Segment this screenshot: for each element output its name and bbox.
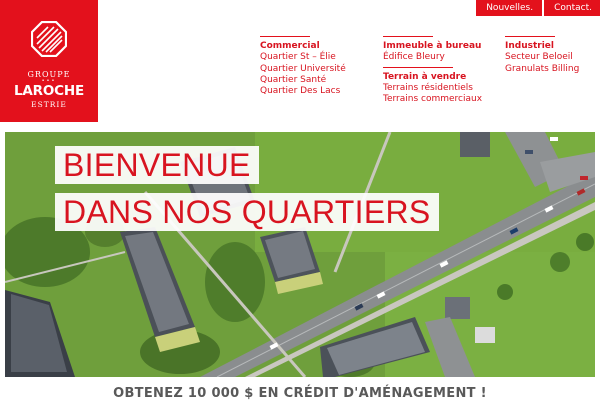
nav-nouvelles-link[interactable]: Nouvelles. <box>476 0 542 16</box>
top-nav <box>476 0 600 16</box>
menu-divider <box>505 36 555 37</box>
logo-text-estrie: ESTRIE <box>31 100 67 109</box>
menu-item-terrains-residentiels[interactable]: Terrains résidentiels <box>383 82 473 93</box>
logo-emblem-icon <box>31 21 67 57</box>
company-logo[interactable] <box>0 0 98 122</box>
menu-commercial <box>260 36 346 97</box>
menu-heading-industriel[interactable]: Industriel <box>505 41 554 51</box>
logo-text-groupe: GROUPE <box>27 70 71 79</box>
logo-text-laroche: LAROCHE <box>14 83 84 99</box>
hero-title-line1: BIENVENUE <box>55 146 259 184</box>
hero-title-line2: DANS NOS QUARTIERS <box>55 193 439 231</box>
menu-item-granulats-billing[interactable]: Granulats Billing <box>505 63 580 74</box>
promo-banner-text[interactable]: OBTENEZ 10 000 $ EN CRÉDIT D'AMÉNAGEMENT ! <box>113 386 487 400</box>
logo-dots: ••• <box>41 78 57 84</box>
menu-item-edifice-bleury[interactable]: Édifice Bleury <box>383 52 445 63</box>
menu-divider <box>260 36 310 37</box>
menu-heading-terrain[interactable]: Terrain à vendre <box>383 71 467 82</box>
menu-heading-commercial[interactable]: Commercial <box>260 41 320 51</box>
menu-divider <box>383 36 433 37</box>
menu-item-terrains-commerciaux[interactable]: Terrains commerciaux <box>383 94 483 105</box>
hero-banner <box>5 132 595 377</box>
menu-item-quartier-sante[interactable]: Quartier Santé <box>260 74 327 85</box>
menu-immeuble-terrain <box>383 36 482 105</box>
menu-item-quartier-universite[interactable]: Quartier Université <box>260 63 346 74</box>
nav-contact-link[interactable]: Contact. <box>544 0 600 16</box>
menu-heading-immeuble[interactable]: Immeuble à bureau <box>383 41 482 51</box>
menu-divider <box>383 67 453 68</box>
menu-item-secteur-beloeil[interactable]: Secteur Beloeil <box>505 52 573 63</box>
menu-item-quartier-st-elie[interactable]: Quartier St – Élie <box>260 52 336 63</box>
menu-industriel <box>505 36 579 75</box>
menu-item-quartier-des-lacs[interactable]: Quartier Des Lacs <box>260 86 341 97</box>
